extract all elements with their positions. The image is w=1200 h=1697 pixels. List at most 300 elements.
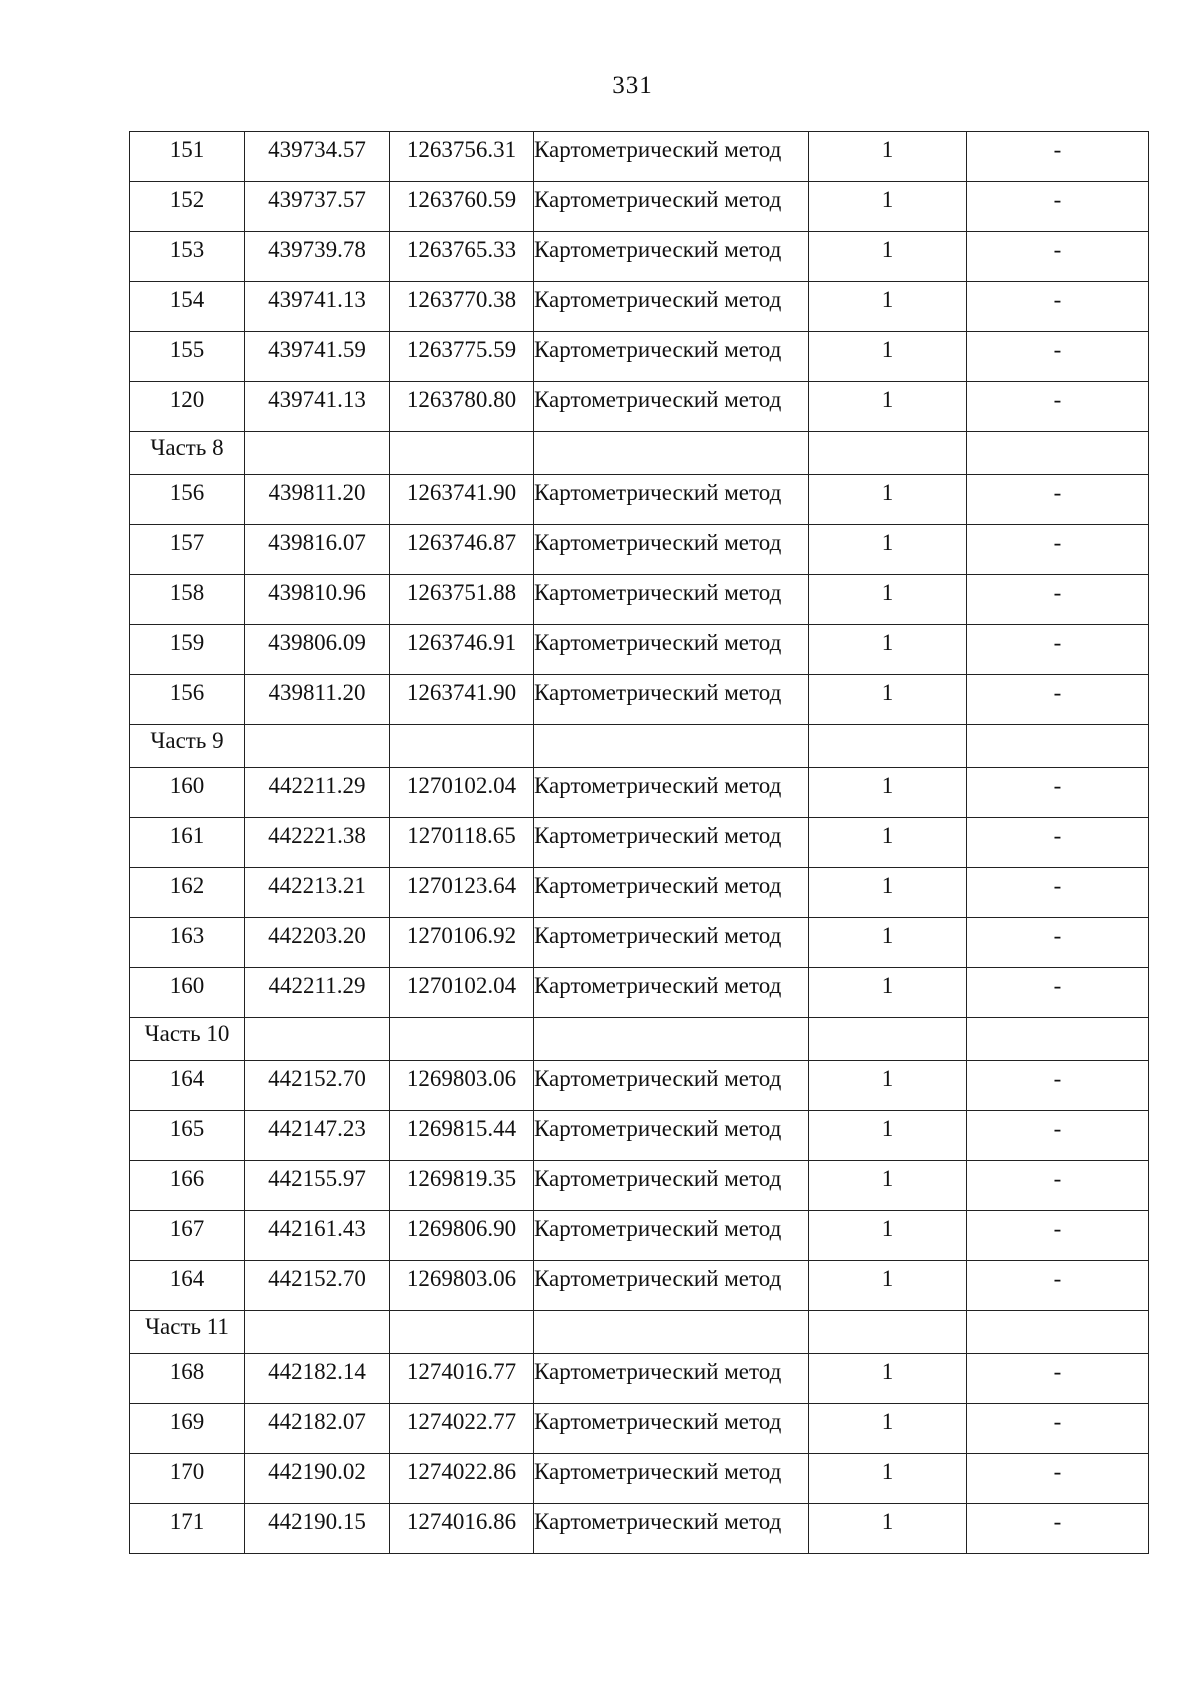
table-row — [130, 1111, 1149, 1161]
method-cell — [534, 625, 809, 675]
x-coordinate-cell — [245, 475, 390, 525]
part-label: Часть 10 — [144, 1021, 230, 1046]
description-cell — [967, 1261, 1149, 1311]
accuracy-cell — [809, 1404, 967, 1454]
y-coordinate-text: 1263741.90 — [406, 680, 517, 705]
description-text: - — [1053, 1459, 1062, 1484]
page-number: 331 — [612, 72, 653, 99]
method-text: Картометрический метод — [534, 823, 782, 848]
empty-cell — [809, 1311, 967, 1354]
accuracy-cell — [809, 332, 967, 382]
point-number-text: 120 — [169, 387, 205, 412]
empty-cell — [967, 432, 1149, 475]
x-coordinate-cell — [245, 1261, 390, 1311]
point-number-text: 159 — [169, 630, 205, 655]
description-cell — [967, 968, 1149, 1018]
x-coordinate-cell — [245, 382, 390, 432]
y-coordinate-cell — [390, 818, 534, 868]
accuracy-cell — [809, 382, 967, 432]
description-text: - — [1053, 1266, 1062, 1291]
accuracy-text: 1 — [881, 187, 894, 212]
point-number-cell — [130, 132, 245, 182]
x-coordinate-text: 439737.57 — [268, 187, 366, 212]
method-text: Картометрический метод — [534, 237, 782, 262]
accuracy-text: 1 — [881, 580, 894, 605]
table-row — [130, 132, 1149, 182]
x-coordinate-text: 439810.96 — [268, 580, 366, 605]
y-coordinate-cell — [390, 575, 534, 625]
description-cell — [967, 675, 1149, 725]
accuracy-text: 1 — [881, 1509, 894, 1534]
x-coordinate-cell — [245, 182, 390, 232]
coordinates-table — [129, 131, 1149, 1554]
x-coordinate-cell — [245, 525, 390, 575]
accuracy-text: 1 — [881, 387, 894, 412]
x-coordinate-text: 442203.20 — [268, 923, 366, 948]
x-coordinate-cell — [245, 918, 390, 968]
table-row — [130, 1061, 1149, 1111]
accuracy-text: 1 — [881, 1216, 894, 1241]
method-text: Картометрический метод — [534, 337, 782, 362]
method-cell — [534, 1261, 809, 1311]
accuracy-cell — [809, 282, 967, 332]
description-cell — [967, 1454, 1149, 1504]
description-text: - — [1053, 480, 1062, 505]
point-number-text: 169 — [169, 1409, 205, 1434]
description-cell — [967, 182, 1149, 232]
empty-cell — [534, 432, 809, 475]
description-text: - — [1053, 680, 1062, 705]
point-number-text: 157 — [169, 530, 205, 555]
description-cell — [967, 1354, 1149, 1404]
y-coordinate-text: 1270102.04 — [406, 973, 517, 998]
y-coordinate-cell — [390, 625, 534, 675]
method-text: Картометрический метод — [534, 973, 782, 998]
x-coordinate-cell — [245, 968, 390, 1018]
description-text: - — [1053, 1116, 1062, 1141]
empty-cell — [245, 1018, 390, 1061]
y-coordinate-cell — [390, 1211, 534, 1261]
y-coordinate-text: 1269815.44 — [406, 1116, 517, 1141]
part-header-row — [130, 1311, 1149, 1354]
y-coordinate-text: 1263751.88 — [406, 580, 517, 605]
description-text: - — [1053, 187, 1062, 212]
method-cell — [534, 1211, 809, 1261]
point-number-text: 167 — [169, 1216, 205, 1241]
description-cell — [967, 132, 1149, 182]
description-cell — [967, 1211, 1149, 1261]
method-text: Картометрический метод — [534, 1409, 782, 1434]
x-coordinate-text: 442211.29 — [268, 773, 366, 798]
y-coordinate-cell — [390, 1404, 534, 1454]
accuracy-text: 1 — [881, 873, 894, 898]
point-number-cell — [130, 232, 245, 282]
method-text: Картометрический метод — [534, 187, 782, 212]
point-number-text: 151 — [169, 137, 205, 162]
y-coordinate-cell — [390, 1504, 534, 1554]
y-coordinate-cell — [390, 525, 534, 575]
accuracy-text: 1 — [881, 1266, 894, 1291]
accuracy-cell — [809, 675, 967, 725]
method-text: Картометрический метод — [534, 1166, 782, 1191]
table-row — [130, 282, 1149, 332]
accuracy-text: 1 — [881, 1166, 894, 1191]
accuracy-cell — [809, 475, 967, 525]
accuracy-cell — [809, 182, 967, 232]
accuracy-cell — [809, 1504, 967, 1554]
method-cell — [534, 382, 809, 432]
method-cell — [534, 675, 809, 725]
y-coordinate-cell — [390, 968, 534, 1018]
x-coordinate-cell — [245, 282, 390, 332]
empty-cell — [809, 1018, 967, 1061]
y-coordinate-text: 1274016.86 — [406, 1509, 517, 1534]
point-number-cell — [130, 1354, 245, 1404]
x-coordinate-text: 442190.15 — [268, 1509, 366, 1534]
method-text: Картометрический метод — [534, 480, 782, 505]
method-text: Картометрический метод — [534, 580, 782, 605]
description-text: - — [1053, 387, 1062, 412]
point-number-cell — [130, 1261, 245, 1311]
x-coordinate-text: 439741.13 — [268, 287, 366, 312]
description-text: - — [1053, 137, 1062, 162]
y-coordinate-text: 1274022.77 — [406, 1409, 517, 1434]
y-coordinate-text: 1269806.90 — [406, 1216, 517, 1241]
method-cell — [534, 1504, 809, 1554]
x-coordinate-cell — [245, 1404, 390, 1454]
table-row — [130, 968, 1149, 1018]
y-coordinate-cell — [390, 1061, 534, 1111]
y-coordinate-cell — [390, 768, 534, 818]
accuracy-text: 1 — [881, 1409, 894, 1434]
part-label-cell — [130, 1018, 245, 1061]
method-text: Картометрический метод — [534, 1216, 782, 1241]
method-text: Картометрический метод — [534, 530, 782, 555]
method-cell — [534, 232, 809, 282]
part-header-row — [130, 1018, 1149, 1061]
x-coordinate-cell — [245, 868, 390, 918]
accuracy-text: 1 — [881, 480, 894, 505]
table-row — [130, 475, 1149, 525]
empty-cell — [390, 1311, 534, 1354]
x-coordinate-text: 439806.09 — [268, 630, 366, 655]
x-coordinate-text: 439741.13 — [268, 387, 366, 412]
x-coordinate-cell — [245, 1354, 390, 1404]
description-text: - — [1053, 530, 1062, 555]
point-number-cell — [130, 675, 245, 725]
method-text: Картометрический метод — [534, 287, 782, 312]
table-row — [130, 332, 1149, 382]
description-text: - — [1053, 1409, 1062, 1434]
point-number-text: 160 — [169, 973, 205, 998]
accuracy-text: 1 — [881, 337, 894, 362]
description-cell — [967, 1404, 1149, 1454]
accuracy-cell — [809, 525, 967, 575]
point-number-text: 160 — [169, 773, 205, 798]
x-coordinate-cell — [245, 675, 390, 725]
x-coordinate-cell — [245, 332, 390, 382]
point-number-text: 161 — [169, 823, 205, 848]
accuracy-text: 1 — [881, 823, 894, 848]
method-cell — [534, 1454, 809, 1504]
table-row — [130, 625, 1149, 675]
description-cell — [967, 768, 1149, 818]
x-coordinate-cell — [245, 768, 390, 818]
y-coordinate-cell — [390, 1111, 534, 1161]
y-coordinate-cell — [390, 282, 534, 332]
accuracy-text: 1 — [881, 680, 894, 705]
description-text: - — [1053, 1359, 1062, 1384]
y-coordinate-text: 1270123.64 — [406, 873, 517, 898]
empty-cell — [534, 1018, 809, 1061]
description-text: - — [1053, 630, 1062, 655]
method-cell — [534, 1061, 809, 1111]
method-text: Картометрический метод — [534, 1459, 782, 1484]
description-cell — [967, 475, 1149, 525]
accuracy-cell — [809, 1261, 967, 1311]
point-number-cell — [130, 625, 245, 675]
table-row — [130, 918, 1149, 968]
accuracy-cell — [809, 818, 967, 868]
table-row — [130, 1161, 1149, 1211]
accuracy-cell — [809, 132, 967, 182]
x-coordinate-cell — [245, 1454, 390, 1504]
x-coordinate-cell — [245, 625, 390, 675]
description-cell — [967, 1161, 1149, 1211]
method-text: Картометрический метод — [534, 1066, 782, 1091]
accuracy-text: 1 — [881, 137, 894, 162]
x-coordinate-cell — [245, 232, 390, 282]
method-cell — [534, 332, 809, 382]
accuracy-cell — [809, 1354, 967, 1404]
description-text: - — [1053, 580, 1062, 605]
y-coordinate-text: 1270106.92 — [406, 923, 517, 948]
x-coordinate-text: 442213.21 — [268, 873, 366, 898]
empty-cell — [967, 1311, 1149, 1354]
accuracy-text: 1 — [881, 1459, 894, 1484]
x-coordinate-text: 442147.23 — [268, 1116, 366, 1141]
description-cell — [967, 232, 1149, 282]
description-text: - — [1053, 873, 1062, 898]
accuracy-cell — [809, 625, 967, 675]
point-number-cell — [130, 918, 245, 968]
point-number-cell — [130, 1111, 245, 1161]
empty-cell — [245, 1311, 390, 1354]
x-coordinate-cell — [245, 1211, 390, 1261]
point-number-text: 153 — [169, 237, 205, 262]
description-text: - — [1053, 1216, 1062, 1241]
x-coordinate-cell — [245, 132, 390, 182]
empty-cell — [809, 432, 967, 475]
accuracy-text: 1 — [881, 630, 894, 655]
description-cell — [967, 1061, 1149, 1111]
method-text: Картометрический метод — [534, 137, 782, 162]
point-number-cell — [130, 182, 245, 232]
y-coordinate-cell — [390, 1161, 534, 1211]
point-number-text: 154 — [169, 287, 205, 312]
description-cell — [967, 332, 1149, 382]
point-number-cell — [130, 575, 245, 625]
y-coordinate-text: 1269819.35 — [406, 1166, 517, 1191]
point-number-cell — [130, 1504, 245, 1554]
accuracy-cell — [809, 1454, 967, 1504]
accuracy-text: 1 — [881, 1066, 894, 1091]
description-cell — [967, 382, 1149, 432]
y-coordinate-cell — [390, 868, 534, 918]
y-coordinate-cell — [390, 232, 534, 282]
point-number-cell — [130, 768, 245, 818]
table-row — [130, 1454, 1149, 1504]
method-text: Картометрический метод — [534, 773, 782, 798]
method-cell — [534, 132, 809, 182]
method-text: Картометрический метод — [534, 1116, 782, 1141]
description-text: - — [1053, 823, 1062, 848]
part-label: Часть 8 — [150, 435, 224, 460]
point-number-text: 155 — [169, 337, 205, 362]
empty-cell — [534, 1311, 809, 1354]
accuracy-text: 1 — [881, 973, 894, 998]
accuracy-cell — [809, 918, 967, 968]
method-cell — [534, 968, 809, 1018]
part-label: Часть 11 — [145, 1314, 229, 1339]
point-number-cell — [130, 1211, 245, 1261]
empty-cell — [534, 725, 809, 768]
description-text: - — [1053, 1509, 1062, 1534]
description-cell — [967, 1504, 1149, 1554]
method-text: Картометрический метод — [534, 1266, 782, 1291]
description-cell — [967, 1111, 1149, 1161]
description-cell — [967, 918, 1149, 968]
x-coordinate-cell — [245, 575, 390, 625]
empty-cell — [967, 1018, 1149, 1061]
method-text: Картометрический метод — [534, 923, 782, 948]
description-cell — [967, 818, 1149, 868]
accuracy-cell — [809, 575, 967, 625]
accuracy-text: 1 — [881, 530, 894, 555]
part-header-row — [130, 725, 1149, 768]
x-coordinate-text: 439811.20 — [268, 680, 366, 705]
method-cell — [534, 575, 809, 625]
point-number-cell — [130, 868, 245, 918]
method-cell — [534, 1354, 809, 1404]
y-coordinate-cell — [390, 332, 534, 382]
part-header-row — [130, 432, 1149, 475]
empty-cell — [245, 432, 390, 475]
accuracy-text: 1 — [881, 287, 894, 312]
y-coordinate-text: 1269803.06 — [406, 1266, 517, 1291]
x-coordinate-cell — [245, 1061, 390, 1111]
point-number-text: 166 — [169, 1166, 205, 1191]
table-row — [130, 575, 1149, 625]
x-coordinate-text: 439739.78 — [268, 237, 366, 262]
description-text: - — [1053, 1166, 1062, 1191]
point-number-text: 152 — [169, 187, 205, 212]
accuracy-cell — [809, 768, 967, 818]
x-coordinate-text: 439741.59 — [268, 337, 366, 362]
x-coordinate-cell — [245, 1111, 390, 1161]
table-row — [130, 1504, 1149, 1554]
point-number-cell — [130, 382, 245, 432]
method-cell — [534, 1111, 809, 1161]
x-coordinate-cell — [245, 1504, 390, 1554]
x-coordinate-text: 442152.70 — [268, 1266, 366, 1291]
y-coordinate-text: 1269803.06 — [406, 1066, 517, 1091]
method-text: Картометрический метод — [534, 387, 782, 412]
accuracy-text: 1 — [881, 773, 894, 798]
description-text: - — [1053, 773, 1062, 798]
accuracy-cell — [809, 1061, 967, 1111]
table-row — [130, 1261, 1149, 1311]
point-number-cell — [130, 1404, 245, 1454]
method-text: Картометрический метод — [534, 630, 782, 655]
table-row — [130, 382, 1149, 432]
y-coordinate-text: 1263746.91 — [406, 630, 517, 655]
description-text: - — [1053, 287, 1062, 312]
accuracy-cell — [809, 1161, 967, 1211]
y-coordinate-cell — [390, 1354, 534, 1404]
empty-cell — [245, 725, 390, 768]
part-label-cell — [130, 725, 245, 768]
y-coordinate-text: 1274022.86 — [406, 1459, 517, 1484]
point-number-text: 165 — [169, 1116, 205, 1141]
description-text: - — [1053, 337, 1062, 362]
point-number-cell — [130, 968, 245, 1018]
x-coordinate-text: 442211.29 — [268, 973, 366, 998]
x-coordinate-cell — [245, 818, 390, 868]
accuracy-cell — [809, 868, 967, 918]
y-coordinate-text: 1263780.80 — [406, 387, 517, 412]
description-cell — [967, 525, 1149, 575]
point-number-text: 164 — [169, 1066, 205, 1091]
y-coordinate-cell — [390, 675, 534, 725]
y-coordinate-text: 1263765.33 — [406, 237, 517, 262]
y-coordinate-cell — [390, 132, 534, 182]
point-number-text: 164 — [169, 1266, 205, 1291]
table-row — [130, 182, 1149, 232]
x-coordinate-text: 442161.43 — [268, 1216, 366, 1241]
empty-cell — [390, 432, 534, 475]
point-number-text: 156 — [169, 680, 205, 705]
description-text: - — [1053, 973, 1062, 998]
method-text: Картометрический метод — [534, 1509, 782, 1534]
point-number-cell — [130, 525, 245, 575]
description-text: - — [1053, 237, 1062, 262]
y-coordinate-text: 1263760.59 — [406, 187, 517, 212]
accuracy-text: 1 — [881, 1359, 894, 1384]
point-number-cell — [130, 475, 245, 525]
part-label-cell — [130, 432, 245, 475]
method-cell — [534, 525, 809, 575]
point-number-cell — [130, 818, 245, 868]
y-coordinate-cell — [390, 1261, 534, 1311]
table-row — [130, 1211, 1149, 1261]
table-row — [130, 868, 1149, 918]
x-coordinate-text: 442182.14 — [268, 1359, 366, 1384]
x-coordinate-cell — [245, 1161, 390, 1211]
description-cell — [967, 625, 1149, 675]
x-coordinate-text: 439811.20 — [268, 480, 366, 505]
point-number-cell — [130, 332, 245, 382]
y-coordinate-text: 1263770.38 — [406, 287, 517, 312]
description-cell — [967, 575, 1149, 625]
x-coordinate-text: 442152.70 — [268, 1066, 366, 1091]
method-text: Картометрический метод — [534, 680, 782, 705]
table-row — [130, 1404, 1149, 1454]
y-coordinate-cell — [390, 918, 534, 968]
y-coordinate-cell — [390, 475, 534, 525]
table-row — [130, 818, 1149, 868]
method-cell — [534, 182, 809, 232]
